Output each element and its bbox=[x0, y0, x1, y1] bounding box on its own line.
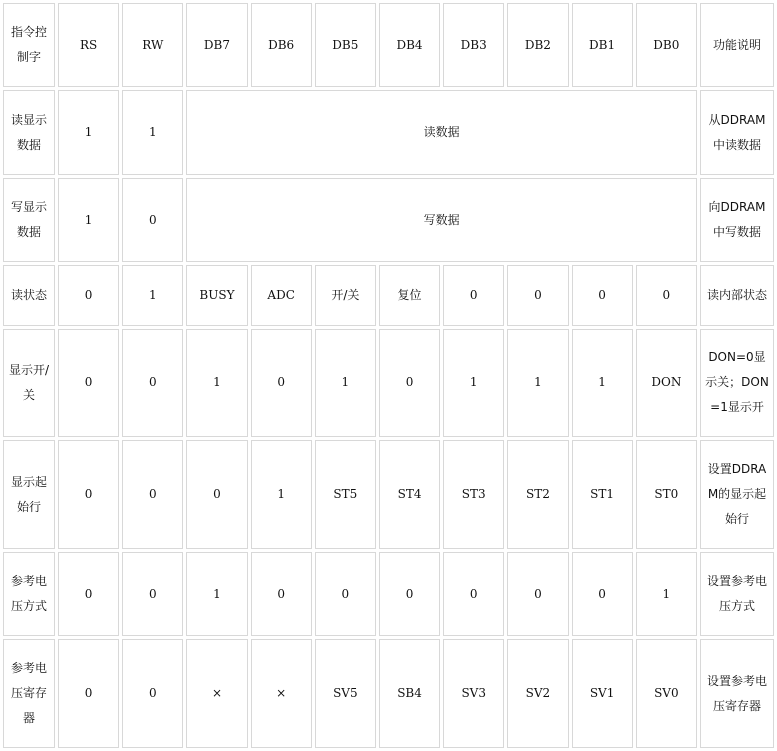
bit-cell: 0 bbox=[443, 552, 504, 636]
data-span-cell: 写数据 bbox=[186, 178, 697, 262]
bit-cell: SV3 bbox=[443, 639, 504, 748]
rs-value: 0 bbox=[58, 265, 119, 325]
bit-cell: ST4 bbox=[379, 440, 440, 549]
bit-cell: 1 bbox=[186, 329, 247, 438]
header-cell: 功能说明 bbox=[700, 3, 774, 87]
bit-cell: SB4 bbox=[379, 639, 440, 748]
bit-cell: ST3 bbox=[443, 440, 504, 549]
bit-cell: 0 bbox=[507, 552, 568, 636]
rw-value: 0 bbox=[122, 440, 183, 549]
header-cell: DB7 bbox=[186, 3, 247, 87]
bit-cell: BUSY bbox=[186, 265, 247, 325]
bit-cell: 0 bbox=[379, 329, 440, 438]
bit-cell: 0 bbox=[443, 265, 504, 325]
command-name: 写显示数据 bbox=[3, 178, 55, 262]
bit-cell: SV5 bbox=[315, 639, 376, 748]
bit-cell: 0 bbox=[186, 440, 247, 549]
bit-cell: 0 bbox=[636, 265, 697, 325]
bit-cell: ST2 bbox=[507, 440, 568, 549]
rw-value: 0 bbox=[122, 178, 183, 262]
command-name: 显示开/关 bbox=[3, 329, 55, 438]
table-row bbox=[3, 265, 774, 325]
command-name: 读显示数据 bbox=[3, 90, 55, 174]
function-description: 向DDRAM中写数据 bbox=[700, 178, 774, 262]
bit-cell: ST5 bbox=[315, 440, 376, 549]
bit-cell: × bbox=[251, 639, 312, 748]
bit-cell: ST0 bbox=[636, 440, 697, 549]
bit-cell: 1 bbox=[572, 329, 633, 438]
function-description: 读内部状态 bbox=[700, 265, 774, 325]
data-span-cell: 读数据 bbox=[186, 90, 697, 174]
bit-cell: 1 bbox=[443, 329, 504, 438]
header-cell: 指令控制字 bbox=[3, 3, 55, 87]
rs-value: 0 bbox=[58, 440, 119, 549]
command-name: 读状态 bbox=[3, 265, 55, 325]
table-row bbox=[3, 552, 774, 636]
function-description: 设置DDRAM的显示起始行 bbox=[700, 440, 774, 549]
rs-value: 0 bbox=[58, 552, 119, 636]
rs-value: 1 bbox=[58, 90, 119, 174]
rs-value: 0 bbox=[58, 329, 119, 438]
bit-cell: 复位 bbox=[379, 265, 440, 325]
table-row bbox=[3, 639, 774, 748]
bit-cell: 开/关 bbox=[315, 265, 376, 325]
function-description: DON=0显示关；DON=1显示开 bbox=[700, 329, 774, 438]
header-cell: RW bbox=[122, 3, 183, 87]
rw-value: 1 bbox=[122, 90, 183, 174]
bit-cell: DON bbox=[636, 329, 697, 438]
bit-cell: 0 bbox=[572, 552, 633, 636]
function-description: 设置参考电压寄存器 bbox=[700, 639, 774, 748]
table-row bbox=[3, 329, 774, 438]
function-description: 设置参考电压方式 bbox=[700, 552, 774, 636]
bit-cell: ST1 bbox=[572, 440, 633, 549]
bit-cell: 0 bbox=[572, 265, 633, 325]
header-cell: RS bbox=[58, 3, 119, 87]
bit-cell: 1 bbox=[636, 552, 697, 636]
header-row bbox=[3, 3, 774, 87]
bit-cell: 1 bbox=[507, 329, 568, 438]
command-name: 显示起始行 bbox=[3, 440, 55, 549]
header-cell: DB5 bbox=[315, 3, 376, 87]
function-description: 从DDRAM中读数据 bbox=[700, 90, 774, 174]
bit-cell: 0 bbox=[315, 552, 376, 636]
rw-value: 1 bbox=[122, 265, 183, 325]
header-cell: DB0 bbox=[636, 3, 697, 87]
bit-cell: 1 bbox=[186, 552, 247, 636]
table-row bbox=[3, 178, 774, 262]
bit-cell: 1 bbox=[315, 329, 376, 438]
bit-cell: SV2 bbox=[507, 639, 568, 748]
rw-value: 0 bbox=[122, 639, 183, 748]
command-name: 参考电压寄存器 bbox=[3, 639, 55, 748]
header-cell: DB2 bbox=[507, 3, 568, 87]
bit-cell: 1 bbox=[251, 440, 312, 549]
rs-value: 0 bbox=[58, 639, 119, 748]
bit-cell: SV0 bbox=[636, 639, 697, 748]
header-cell: DB6 bbox=[251, 3, 312, 87]
bit-cell: 0 bbox=[251, 329, 312, 438]
header-cell: DB1 bbox=[572, 3, 633, 87]
table-row bbox=[3, 90, 774, 174]
bit-cell: SV1 bbox=[572, 639, 633, 748]
bit-cell: 0 bbox=[507, 265, 568, 325]
header-cell: DB4 bbox=[379, 3, 440, 87]
rw-value: 0 bbox=[122, 552, 183, 636]
rw-value: 0 bbox=[122, 329, 183, 438]
command-name: 参考电压方式 bbox=[3, 552, 55, 636]
bit-cell: × bbox=[186, 639, 247, 748]
bit-cell: 0 bbox=[251, 552, 312, 636]
table-row bbox=[3, 440, 774, 549]
bit-cell: ADC bbox=[251, 265, 312, 325]
bit-cell: 0 bbox=[379, 552, 440, 636]
header-cell: DB3 bbox=[443, 3, 504, 87]
rs-value: 1 bbox=[58, 178, 119, 262]
